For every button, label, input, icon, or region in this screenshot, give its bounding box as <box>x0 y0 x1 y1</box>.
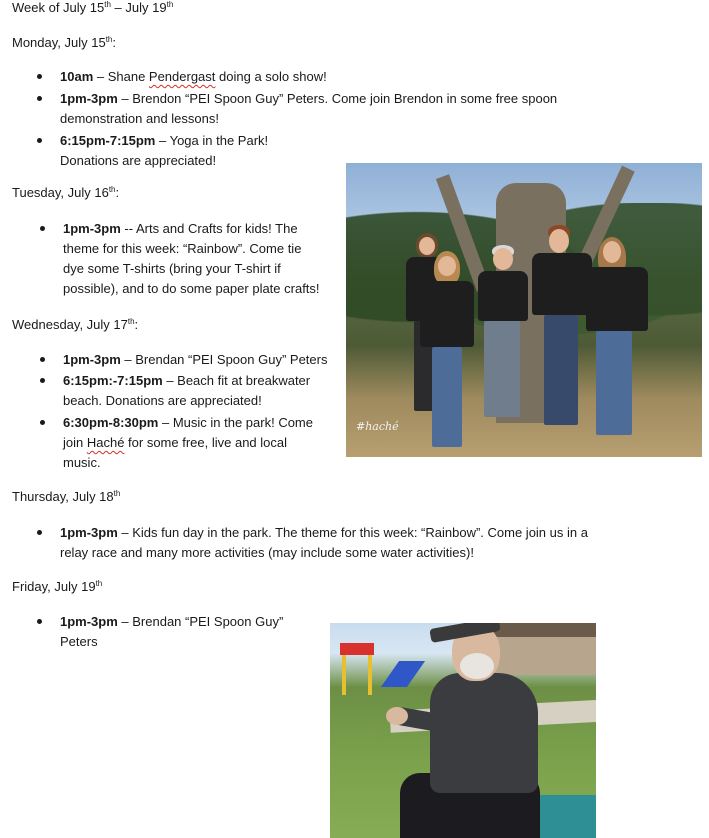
tuesday-list <box>15 219 345 299</box>
list-item: 1pm-3pm – Kids fun day in the park. The theme for this week: “Rainbow”. Come join us in a relay race and many more activities (may include some water activities)! <box>12 523 692 563</box>
man-hand <box>386 707 408 725</box>
list-item: 1pm-3pm -- Arts and Crafts for kids! The theme for this week: “Rainbow”. Come tie dye some T-shirts (bring your T-shirt if possible), and to do some paper plate crafts! <box>15 219 345 299</box>
hache-watermark: #haché <box>356 420 399 433</box>
list-item: 1pm-3pm – Brendon “PEI Spoon Guy” Peters. Come join Brendon in some free spoon demonstration and lessons! <box>12 89 692 129</box>
thursday-list <box>12 523 692 563</box>
wednesday-list <box>15 350 345 473</box>
thursday-heading: Thursday, July 18th <box>12 489 121 504</box>
week-heading: Week of July 15th – July 19th <box>12 0 174 15</box>
list-item: 6:15pm:-7:15pm – Beach fit at breakwater beach. Donations are appreciated! <box>15 371 345 411</box>
band-photo <box>346 163 702 457</box>
list-item: 6:15pm-7:15pm – Yoga in the Park! Donations are appreciated! <box>12 131 692 171</box>
list-item: 6:30pm-8:30pm – Music in the park! Come join Haché for some free, live and local music. <box>15 413 345 473</box>
list-item: 1pm-3pm – Brendan “PEI Spoon Guy” Peters <box>15 350 345 370</box>
friday-list <box>12 612 322 652</box>
friday-heading: Friday, July 19th <box>12 579 103 594</box>
list-item: 1pm-3pm – Brendan “PEI Spoon Guy” Peters <box>12 612 322 652</box>
picnic-bench <box>535 795 596 838</box>
man-beard <box>460 653 494 679</box>
man-body <box>430 673 538 793</box>
tuesday-heading: Tuesday, July 16th: <box>12 185 120 200</box>
monday-list <box>12 67 692 171</box>
list-item: 10am – Shane Pendergast doing a solo show! <box>12 67 692 87</box>
monday-heading: Monday, July 15th: <box>12 35 116 50</box>
wednesday-heading: Wednesday, July 17th: <box>12 317 139 332</box>
spoon-guy-photo <box>330 623 596 838</box>
